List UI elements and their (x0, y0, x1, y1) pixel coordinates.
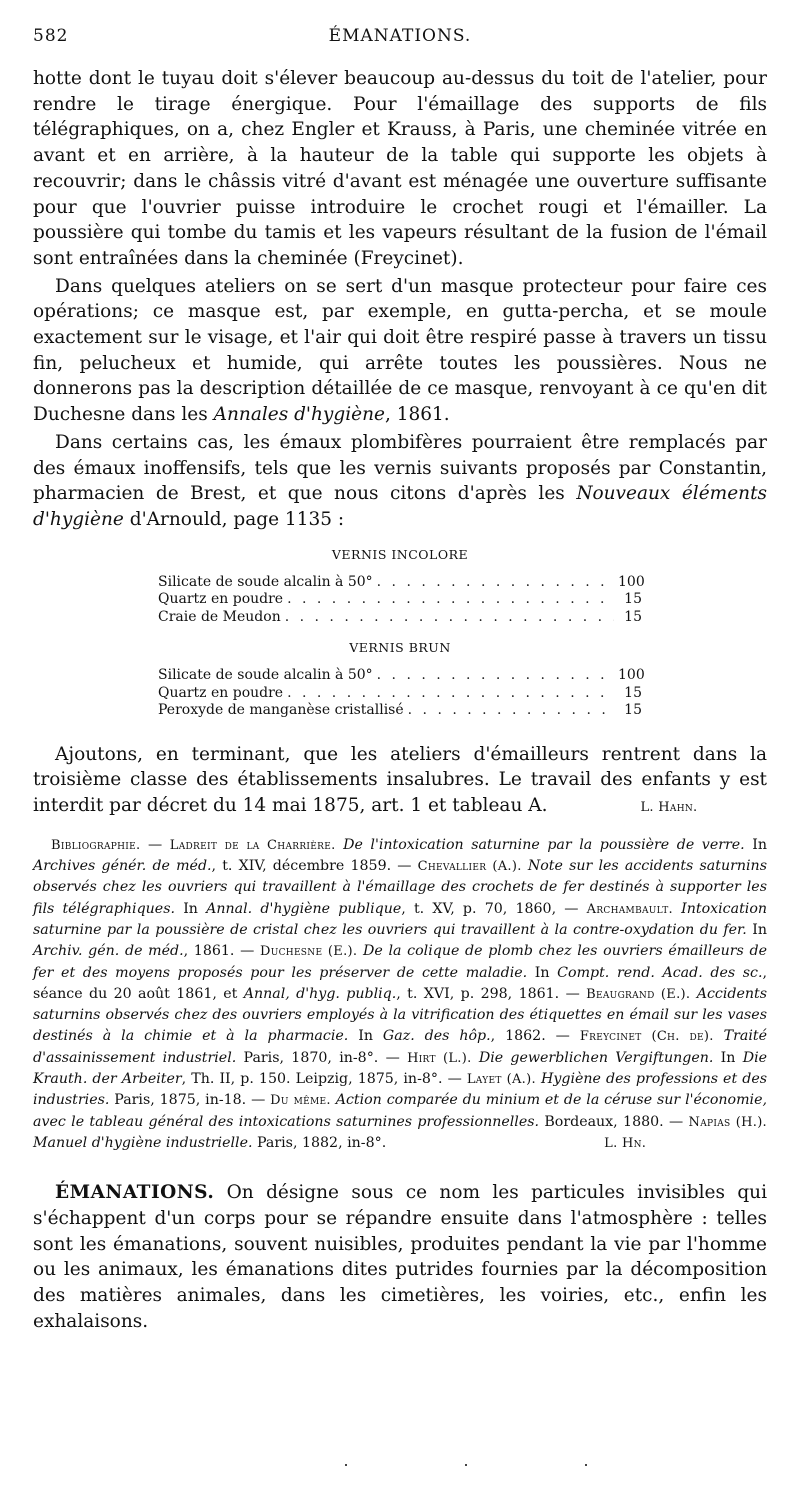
paragraph-text: Ajoutons, en terminant, que les ateliers d'émailleurs rentrent dans la troisième classe des établissements insalubres. Le travail des enfants y est interdit par décret du 14 mai 1875, art. 1 et tableau A. (33, 743, 767, 817)
bib-work-title: Accidents saturnins observés chez des ouvriers employés à la vitrification des étiquettes en émail sur les vases destinés à la chimie et à la pharmacie. (33, 985, 767, 1045)
paragraph-text: , 1861. (384, 404, 450, 426)
bib-text: In (746, 921, 767, 938)
bib-journal: Die Krauth. der Arbeiter (33, 1049, 768, 1088)
ingredient-name: Quartz en poudre (158, 684, 284, 701)
bibliography (33, 835, 767, 1154)
bib-text: In (348, 1028, 383, 1045)
bib-work-title: Intoxication saturnine par la poussière de cristal chez les ouvriers qui travaillent à la contre-oxydation du fer. (33, 900, 767, 938)
recipe-row (158, 573, 645, 592)
bib-label: Bibliographie. (51, 837, 141, 853)
ingredient-name: Quartz en poudre (158, 591, 284, 608)
bib-author: Duchesne (E.). (260, 944, 358, 960)
recipe-vernis-brun (158, 640, 645, 720)
bib-text: , 1861. — (183, 943, 260, 960)
paragraph-text: d'Arnould, page 1135 : (123, 508, 345, 530)
leader-dots (408, 702, 614, 720)
leader-dots (377, 574, 614, 592)
page-header (33, 26, 767, 52)
ingredient-name: Silicate de soude alcalin à 50° (158, 667, 373, 684)
speck (465, 1464, 467, 1466)
recipe-title: VERNIS BRUN (349, 640, 451, 656)
bib-author: Hirt (L.). (407, 1050, 472, 1066)
ingredient-name: Peroxyde de manganèse cristallisé (158, 702, 404, 719)
bib-journal: Archiv. gén. de méd. (33, 943, 184, 960)
page-number: 582 (33, 26, 69, 46)
bib-text: , 1862. — (490, 1028, 580, 1045)
bib-text: , séance du 20 août 1861, et (33, 964, 768, 1002)
recipe-title: VERNIS INCOLORE (331, 546, 469, 562)
page-specks (0, 1462, 800, 1472)
bib-text: In (527, 964, 558, 981)
bib-work-title: Hygiène des professions et des industries. (33, 1071, 767, 1109)
bib-author: Archambault. (586, 901, 673, 917)
bib-work-title: Note sur les accidents saturnins observés chez les ouvriers qui travaillent à l'émaillage des crochets de fer destinés à supporter les fils télégraphiques. (33, 858, 767, 917)
bib-text: , t. XIV, décembre 1859. — (211, 858, 418, 875)
ingredient-quantity: 100 (618, 667, 645, 684)
entry-emanations (33, 1180, 767, 1334)
bib-text: In (744, 836, 767, 853)
recipe-row (158, 702, 642, 720)
leader-dots (287, 685, 614, 703)
bib-text: In (713, 1049, 743, 1066)
bib-journal: Annal, d'hyg. publiq. (243, 985, 397, 1002)
ingredient-name: Craie de Meudon (158, 608, 281, 625)
ingredient-quantity: 15 (624, 591, 642, 608)
bibliography-signature: L. Hn. (604, 1135, 647, 1151)
entry-text: On désigne sous ce nom les particules invisibles qui s'échappent d'un corps pour se répandre ensuite dans l'atmosphère : telles sont les émanations, souvent nuisibles, produites pendant la vie par l'homme ou les animaux, les émanations dites putrides fournies par la décomposition des matières animales, dans les cimetières, les voiries, etc., enfin les exhalaisons. (33, 1182, 767, 1332)
paragraph-conclusion (33, 742, 767, 821)
bib-journal: Archives génér. de méd. (33, 858, 212, 875)
bib-author: Layet (A.). (466, 1072, 536, 1088)
bib-text: Paris, 1882, in-8°. (252, 1134, 387, 1151)
bib-work-title: Action comparée du minium et de la céruse sur l'économie, avec le tableau général des intoxications saturnines professionnelles. (33, 1092, 767, 1130)
recipe-vernis-incolore (158, 546, 645, 627)
bib-text: Bordeaux, 1880. — (539, 1113, 689, 1130)
bib-author: Ladreit de la Charrière. (169, 837, 336, 853)
bib-journal: Gaz. des hôp. (382, 1028, 491, 1045)
bib-author: Beaugrand (E.). (586, 986, 691, 1002)
paragraph-text: Dans certains cas, les émaux plombifères pourraient être remplacés par des émaux inoffensifs, tels que les vernis suivants proposés par Constantin, pharmacien de Brest, et que nous citons d'après les (33, 431, 767, 505)
entry-title: ÉMANATIONS. (55, 1182, 215, 1204)
bib-text: — (140, 836, 170, 853)
bib-text: , Th. II, p. 150. Leipzig, 1875, in-8°. — (181, 1071, 467, 1088)
bib-work-title: Traité d'assainissement industriel. (33, 1028, 768, 1066)
leader-dots (285, 609, 614, 627)
bib-author: Freycinet (Ch. de). (579, 1029, 714, 1045)
ingredient-quantity: 15 (624, 608, 642, 625)
bib-work-title: De l'intoxication saturnine par la poussière de verre. (335, 836, 745, 853)
author-signature: L. Hahn. (640, 800, 698, 816)
leader-dots (287, 591, 614, 609)
bib-work-title: Die gewerblichen Vergiftungen. (471, 1049, 714, 1066)
leader-dots (377, 667, 614, 685)
bib-text: , t. XVI, p. 298, 1861. — (396, 985, 587, 1002)
bib-work-title: De la colique de plomb chez les ouvriers émailleurs de fer et des moyens proposés pour les préserver de cette maladie. (33, 943, 768, 981)
ingredient-quantity: 100 (618, 573, 645, 590)
bib-work-title: Manuel d'hygiène industrielle. (33, 1134, 253, 1151)
bib-author: Chevallier (A.). (417, 859, 522, 875)
speck (585, 1464, 587, 1466)
paragraph-italic: Annales d'hygiène (213, 404, 385, 426)
document-page (33, 26, 767, 1334)
recipe-row (158, 667, 645, 685)
ingredient-quantity: 15 (624, 684, 642, 701)
paragraph-vernis-intro (33, 430, 767, 533)
bib-text: Paris, 1870, in-8°. — (236, 1049, 408, 1066)
bib-journal: Annal. d'hygiène publique (206, 900, 402, 917)
bib-text: In (175, 900, 207, 917)
ingredient-quantity: 15 (624, 702, 642, 719)
recipe-row (158, 591, 642, 609)
recipe-row (158, 609, 642, 627)
bib-journal: Compt. rend. Acad. des sc. (557, 964, 763, 981)
bib-author: Napias (H.). (688, 1114, 767, 1130)
ingredient-name: Silicate de soude alcalin à 50° (158, 573, 373, 590)
paragraph-hotte: hotte dont le tuyau doit s'élever beaucoup au-dessus du toit de l'atelier, pour rendre le tirage énergique. Pour l'émaillage des supports de fils télégraphiques, on a, chez Engler et Krauss, à Paris, une cheminée vitrée en avant et en arrière, à la hauteur de la table qui supporte les objets à recouvrir; dans le châssis vitré d'avant est ménagée une ouverture suffisante pour que l'ouvrier puisse introduire le crochet rougi et l'émailler. La poussière qui tombe du tamis et les vapeurs résultant de la fusion de l'émail sont entraînées dans la cheminée (Freycinet). (33, 68, 767, 269)
paragraph-masque (33, 274, 767, 428)
running-title: ÉMANATIONS. (328, 26, 472, 46)
recipe-row (158, 685, 642, 703)
bib-text: , t. XV, p. 70, 1860, — (401, 900, 587, 917)
bib-text: Paris, 1875, in-18. — (109, 1092, 271, 1109)
paragraph-text: Dans quelques ateliers on se sert d'un masque protecteur pour faire ces opérations; ce masque est, par exemple, en gutta-percha, et se moule exactement sur le visage, et l'air qui doit être respiré passe à travers un tissu fin, pelucheux et humide, qui arrête toutes les poussières. Nous ne donnerons pas la description détaillée de ce masque, renvoyant à ce qu'en dit Duchesne dans les (33, 275, 767, 426)
speck (345, 1464, 347, 1466)
paragraph-italic: Nouveaux éléments d'hygiène (33, 483, 768, 530)
bib-author: Du même. (270, 1093, 331, 1109)
